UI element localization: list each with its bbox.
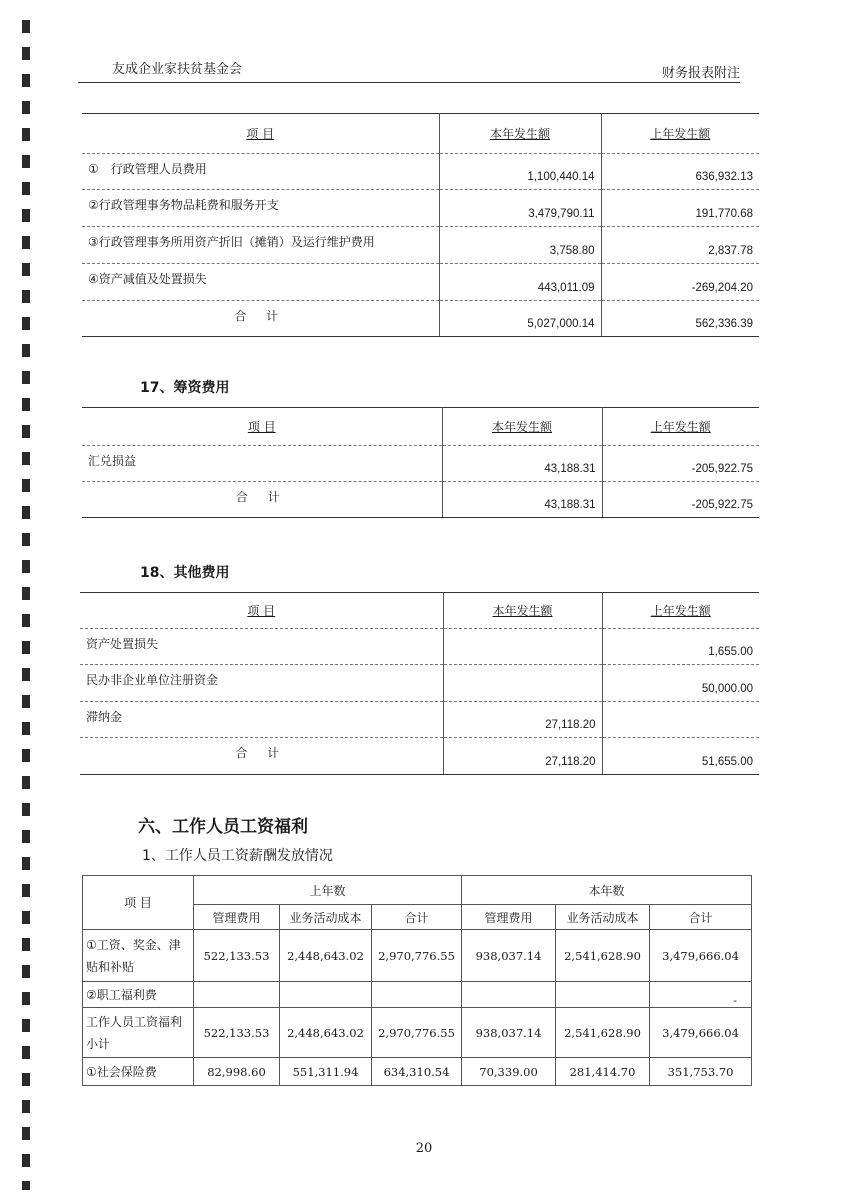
total-prior: -205,922.75 xyxy=(602,482,759,518)
cell-value: 70,339.00 xyxy=(462,1058,556,1086)
salary-table xyxy=(82,875,752,1086)
cell-value: 351,753.70 xyxy=(650,1058,752,1086)
row-label: ②职工福利费 xyxy=(83,982,194,1008)
cell-value: 3,479,666.04 xyxy=(650,930,752,982)
total-prior: 51,655.00 xyxy=(602,738,759,775)
cell-value: 938,037.14 xyxy=(462,930,556,982)
table-row xyxy=(82,227,759,264)
col-header-prior: 上年发生额 xyxy=(650,604,711,618)
cell-value: 2,448,643.02 xyxy=(280,1008,372,1058)
table-row xyxy=(83,982,752,1008)
total-label: 合 计 xyxy=(80,738,443,775)
table-row xyxy=(82,190,759,227)
table-header-row xyxy=(82,114,759,154)
cell-value xyxy=(280,982,372,1008)
cell-value: 2,541,628.90 xyxy=(556,930,650,982)
row-prior: 1,655.00 xyxy=(602,629,759,665)
total-row xyxy=(82,301,759,337)
row-label: ③行政管理事务所用资产折旧（摊销）及运行维护费用 xyxy=(82,227,439,264)
table-row xyxy=(80,702,759,738)
sub-header-total: 合计 xyxy=(650,905,752,930)
row-current: 443,011.09 xyxy=(439,264,601,301)
sub-header-total: 合计 xyxy=(372,905,462,930)
table-row xyxy=(80,629,759,665)
table-row xyxy=(83,930,752,982)
row-prior: 2,837.78 xyxy=(601,227,759,264)
row-label: ① 行政管理人员费用 xyxy=(82,154,439,190)
cell-value: 522,133.53 xyxy=(194,1008,280,1058)
row-label: 民办非企业单位注册资金 xyxy=(80,665,443,702)
row-label: ④资产减值及处置损失 xyxy=(82,264,439,301)
row-prior: 636,932.13 xyxy=(601,154,759,190)
table-header-row xyxy=(82,408,759,446)
col-header-prior: 上年发生额 xyxy=(650,127,711,141)
cell-value xyxy=(194,982,280,1008)
row-label: 滞纳金 xyxy=(80,702,443,738)
cell-value: 551,311.94 xyxy=(280,1058,372,1086)
table-row xyxy=(82,446,759,482)
row-label: 工作人员工资福利小计 xyxy=(83,1008,194,1058)
cell-value: 82,998.60 xyxy=(194,1058,280,1086)
cell-value: 522,133.53 xyxy=(194,930,280,982)
total-label: 合 计 xyxy=(82,482,442,518)
row-current: 43,188.31 xyxy=(442,446,602,482)
sub-header-business: 业务活动成本 xyxy=(556,905,650,930)
col-header-current: 本年发生额 xyxy=(491,420,552,434)
cell-value: 2,448,643.02 xyxy=(280,930,372,982)
cell-value: - xyxy=(650,982,752,1008)
total-current: 27,118.20 xyxy=(443,738,602,775)
row-prior xyxy=(602,702,759,738)
other-expense-table xyxy=(80,592,759,775)
row-prior: 50,000.00 xyxy=(602,665,759,702)
row-current xyxy=(443,665,602,702)
header-rule xyxy=(78,82,740,83)
cell-value: 2,541,628.90 xyxy=(556,1008,650,1058)
section-17-title: 17、筹资费用 xyxy=(140,380,230,396)
binding-holes xyxy=(22,20,30,1190)
row-label: 汇兑损益 xyxy=(82,446,442,482)
cell-value xyxy=(372,982,462,1008)
section-6-title: 六、工作人员工资福利 xyxy=(138,817,308,837)
sub-header-business: 业务活动成本 xyxy=(280,905,372,930)
row-current: 27,118.20 xyxy=(443,702,602,738)
header-doc-title: 财务报表附注 xyxy=(661,66,740,81)
row-label: ①工资、奖金、津贴和补贴 xyxy=(83,930,194,982)
group-header-row xyxy=(83,876,752,905)
cell-value xyxy=(556,982,650,1008)
row-prior: -269,204.20 xyxy=(601,264,759,301)
total-label: 合 计 xyxy=(82,301,439,337)
cell-value: 3,479,666.04 xyxy=(650,1008,752,1058)
col-header-item: 项 目 xyxy=(83,876,194,930)
table-row xyxy=(82,264,759,301)
table-header-row xyxy=(80,593,759,629)
row-prior: 191,770.68 xyxy=(601,190,759,227)
col-header-item: 项 目 xyxy=(247,420,276,434)
cell-value: 2,970,776.55 xyxy=(372,930,462,982)
total-row xyxy=(82,482,759,518)
page-number: 20 xyxy=(415,1141,433,1156)
row-label: ①社会保险费 xyxy=(83,1058,194,1086)
total-prior: 562,336.39 xyxy=(601,301,759,337)
row-current: 3,758.80 xyxy=(439,227,601,264)
sub-header-mgmt: 管理费用 xyxy=(194,905,280,930)
group-header-current: 本年数 xyxy=(462,876,752,905)
table-row xyxy=(80,665,759,702)
sub-header-mgmt: 管理费用 xyxy=(462,905,556,930)
header-org: 友成企业家扶贫基金会 xyxy=(112,62,243,77)
total-row xyxy=(80,738,759,775)
section-6-subtitle: 1、工作人员工资薪酬发放情况 xyxy=(142,848,333,864)
cell-value xyxy=(462,982,556,1008)
row-prior: -205,922.75 xyxy=(602,446,759,482)
row-current: 1,100,440.14 xyxy=(439,154,601,190)
row-label: ②行政管理事务物品耗费和服务开支 xyxy=(82,190,439,227)
row-current: 3,479,790.11 xyxy=(439,190,601,227)
total-current: 43,188.31 xyxy=(442,482,602,518)
row-label: 资产处置损失 xyxy=(80,629,443,665)
admin-expense-table xyxy=(82,113,759,337)
table-row xyxy=(83,1058,752,1086)
cell-value: 634,310.54 xyxy=(372,1058,462,1086)
row-current xyxy=(443,629,602,665)
col-header-current: 本年发生额 xyxy=(492,604,553,618)
cell-value: 938,037.14 xyxy=(462,1008,556,1058)
section-18-title: 18、其他费用 xyxy=(140,565,230,581)
table-row xyxy=(82,154,759,190)
table-row xyxy=(83,1008,752,1058)
col-header-prior: 上年发生额 xyxy=(650,420,711,434)
total-current: 5,027,000.14 xyxy=(439,301,601,337)
cell-value: 2,970,776.55 xyxy=(372,1008,462,1058)
cell-value: 281,414.70 xyxy=(556,1058,650,1086)
col-header-item: 项 目 xyxy=(246,127,275,141)
financing-expense-table xyxy=(82,407,759,518)
col-header-current: 本年发生额 xyxy=(489,127,550,141)
col-header-item: 项 目 xyxy=(247,604,276,618)
group-header-prior: 上年数 xyxy=(194,876,462,905)
